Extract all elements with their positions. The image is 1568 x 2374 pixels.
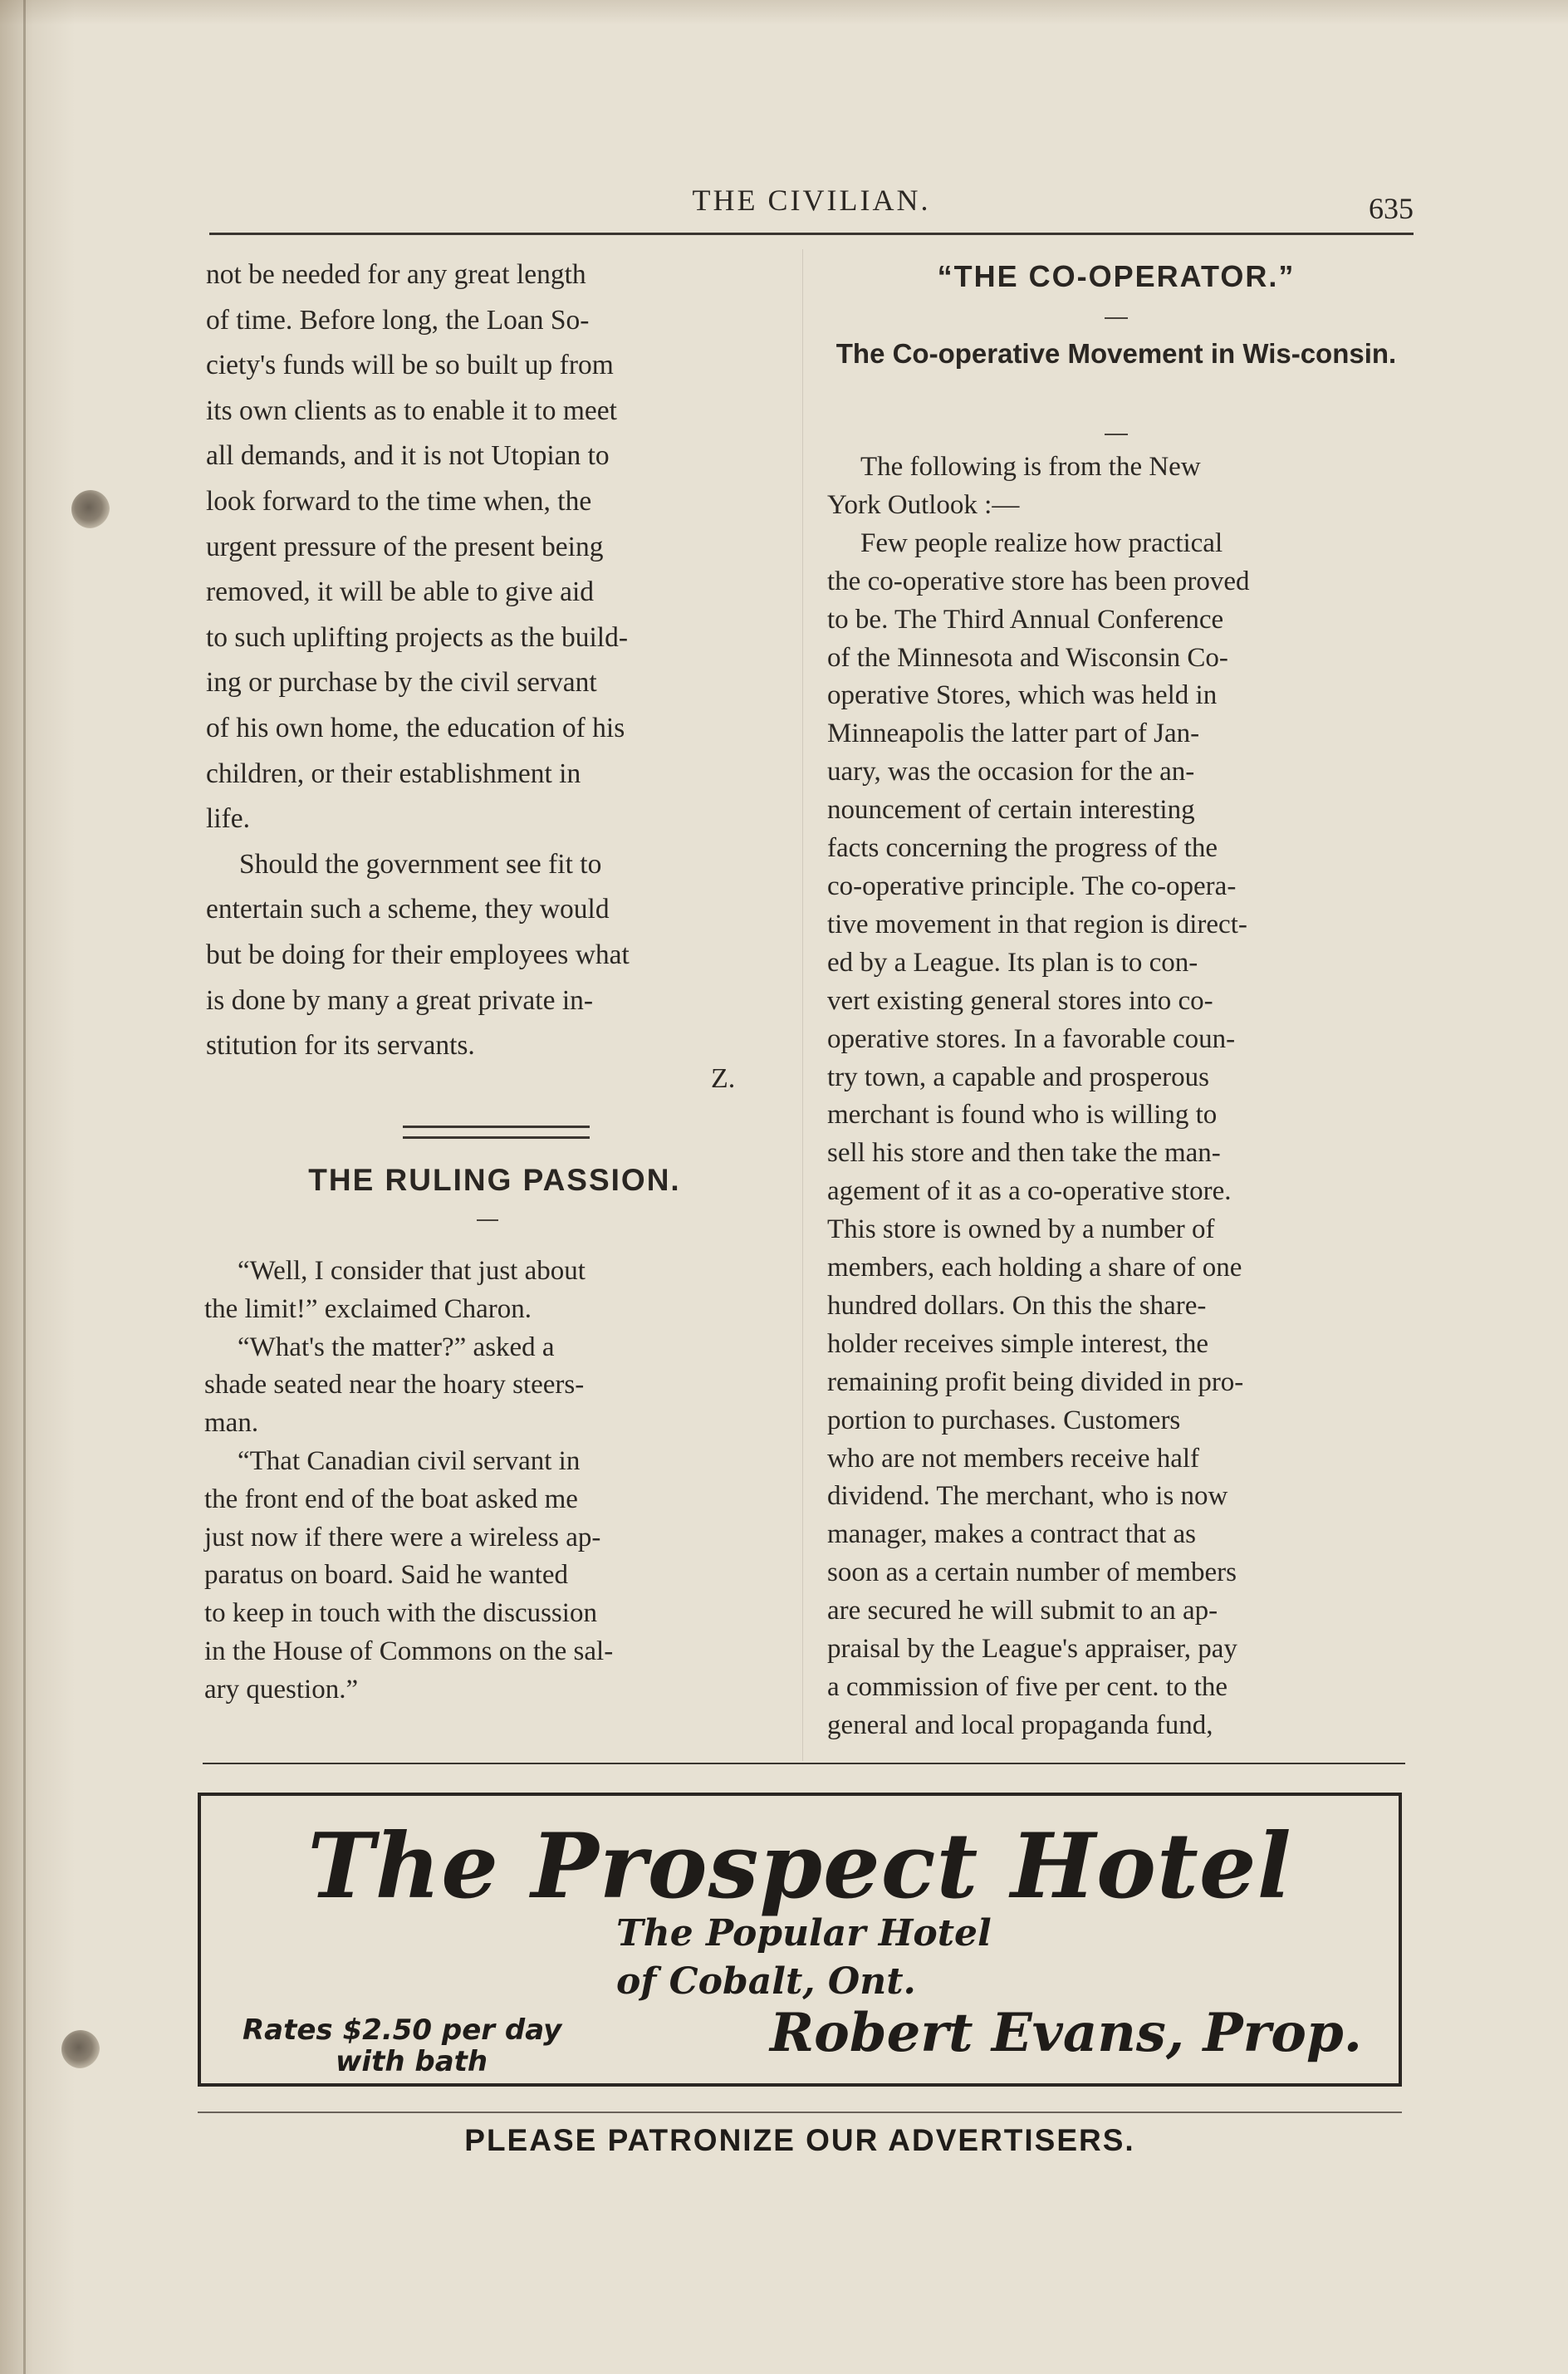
text-line: of his own home, the education of his <box>206 712 625 743</box>
ruling-paragraph-2 <box>204 1329 782 1443</box>
punch-hole-top <box>71 490 110 528</box>
text-line: the front end of the boat asked me <box>204 1484 578 1514</box>
subheading-dash <box>1105 434 1128 435</box>
text-line: This store is owned by a number of <box>827 1214 1215 1245</box>
text-line: “That Canadian civil servant in <box>238 1445 581 1476</box>
author-signature: Z. <box>711 1063 736 1094</box>
text-line: who are not members receive half <box>827 1443 1200 1474</box>
text-line: operative Stores, which was held in <box>827 680 1218 711</box>
text-line: shade seated near the hoary steers- <box>204 1370 585 1400</box>
text-line: all demands, and it is not Utopian to <box>206 440 610 472</box>
text-line: agement of it as a co-operative store. <box>827 1176 1232 1207</box>
section-double-rule <box>403 1126 590 1139</box>
ruling-passion-body <box>204 1253 782 1709</box>
text-line: just now if there were a wireless ap- <box>204 1522 601 1552</box>
text-line: to keep in touch with the discussion <box>204 1598 597 1629</box>
text-line: dividend. The merchant, who is now <box>827 1481 1228 1512</box>
text-line: but be doing for their employees what <box>206 939 630 970</box>
text-line: of the Minnesota and Wisconsin Co- <box>827 642 1228 673</box>
text-line: tive movement in that region is direct- <box>827 909 1247 939</box>
text-line: vert existing general stores into co- <box>827 985 1213 1016</box>
ruling-passion-heading: THE RULING PASSION. <box>308 1163 681 1197</box>
header-rule <box>209 233 1414 235</box>
text-line: nouncement of certain interesting <box>827 795 1195 826</box>
text-line: manager, makes a contract that as <box>827 1519 1196 1550</box>
ad-rates-note: with bath <box>336 2045 488 2078</box>
left-paragraph-1 <box>206 253 783 842</box>
column-divider <box>802 249 803 1761</box>
text-line: to such uplifting projects as the build- <box>206 621 628 653</box>
text-line: sell his store and then take the man- <box>827 1138 1221 1169</box>
binding-edge <box>23 0 26 2374</box>
punch-hole-bottom <box>61 2030 100 2068</box>
text-line: The following is from the New <box>860 452 1201 482</box>
cooperator-heading: “THE CO-OPERATOR.” <box>937 259 1296 293</box>
hotel-advertisement <box>198 1793 1402 2087</box>
text-line: not be needed for any great length <box>206 259 586 290</box>
text-line: entertain such a scheme, they would <box>206 894 610 925</box>
ad-proprietor: Robert Evans, Prop. <box>769 2002 1362 2064</box>
text-line: portion to purchases. Customers <box>827 1405 1181 1435</box>
text-line: the limit!” exclaimed Charon. <box>204 1293 532 1324</box>
text-line: facts concerning the progress of the <box>827 833 1218 864</box>
text-line: operative stores. In a favorable coun- <box>827 1023 1236 1054</box>
text-line: soon as a certain number of members <box>827 1557 1237 1588</box>
text-line: general and local propaganda fund, <box>827 1709 1213 1740</box>
left-paragraph-2 <box>206 842 783 1069</box>
running-title: THE CIVILIAN. <box>692 184 931 217</box>
text-line: look forward to the time when, the <box>206 485 592 517</box>
text-line: praisal by the League's appraiser, pay <box>827 1634 1237 1665</box>
ad-tagline: The Popular Hotel <box>616 1912 992 1955</box>
text-line: man. <box>204 1408 259 1439</box>
ad-location: of Cobalt, Ont. <box>616 1960 916 2003</box>
text-line: a commission of five per cent. to the <box>827 1672 1228 1702</box>
text-line: “Well, I consider that just about <box>238 1256 586 1286</box>
text-line: in the House of Commons on the sal- <box>204 1636 614 1666</box>
text-line: Should the government see fit to <box>239 848 602 880</box>
text-line: its own clients as to enable it to meet <box>206 395 617 426</box>
text-line: merchant is found who is willing to <box>827 1100 1218 1131</box>
columns-bottom-rule <box>203 1763 1405 1764</box>
text-line: stitution for its servants. <box>206 1030 475 1062</box>
cooperator-subheading: The Co-operative Movement in Wis-consin. <box>835 338 1397 369</box>
text-line: ing or purchase by the civil servant <box>206 667 597 699</box>
text-line: are secured he will submit to an ap- <box>827 1596 1218 1626</box>
text-line: urgent pressure of the present being <box>206 531 604 562</box>
text-line: of time. Before long, the Loan So- <box>206 304 590 336</box>
page-number: 635 <box>1369 192 1414 225</box>
ruling-paragraph-1 <box>204 1253 782 1329</box>
ad-rates: Rates $2.50 per day <box>243 2013 562 2047</box>
text-line: Minneapolis the latter part of Jan- <box>827 719 1200 749</box>
footer-rule <box>198 2112 1402 2113</box>
text-line: uary, was the occasion for the an- <box>827 757 1195 787</box>
page-header <box>209 176 1414 234</box>
text-line: try town, a capable and prosperous <box>827 1062 1210 1092</box>
text-line: ciety's funds will be so built up from <box>206 350 614 381</box>
text-line: to be. The Third Annual Conference <box>827 604 1224 635</box>
text-line: paratus on board. Said he wanted <box>204 1560 569 1591</box>
text-line: ed by a League. Its plan is to con- <box>827 947 1198 978</box>
heading-dash <box>1105 317 1128 319</box>
ruling-paragraph-3 <box>204 1443 782 1709</box>
text-line: is done by many a great private in- <box>206 984 594 1016</box>
text-line: co-operative principle. The co-opera- <box>827 871 1237 901</box>
footer-note: PLEASE PATRONIZE OUR ADVERTISERS. <box>464 2123 1135 2157</box>
heading-dash <box>477 1219 498 1221</box>
text-line: members, each holding a share of one <box>827 1253 1242 1283</box>
text-line: removed, it will be able to give aid <box>206 576 595 608</box>
left-column-article <box>206 253 783 1069</box>
cooperator-paragraph <box>827 525 1405 1745</box>
text-line: ary question.” <box>204 1674 359 1704</box>
cooperator-body <box>827 449 1405 1745</box>
text-line: York Outlook :— <box>827 489 1020 520</box>
text-line: hundred dollars. On this the share- <box>827 1290 1207 1321</box>
ad-hotel-name: The Prospect Hotel <box>307 1814 1292 1919</box>
text-line: Few people realize how practical <box>860 527 1223 558</box>
text-line: children, or their establishment in <box>206 758 581 789</box>
text-line: “What's the matter?” asked a <box>238 1332 555 1362</box>
text-line: holder receives simple interest, the <box>827 1328 1209 1359</box>
text-line: life. <box>206 803 251 835</box>
text-line: the co-operative store has been proved <box>827 566 1250 596</box>
text-line: remaining profit being divided in pro- <box>827 1366 1244 1397</box>
cooperator-intro <box>827 449 1405 525</box>
